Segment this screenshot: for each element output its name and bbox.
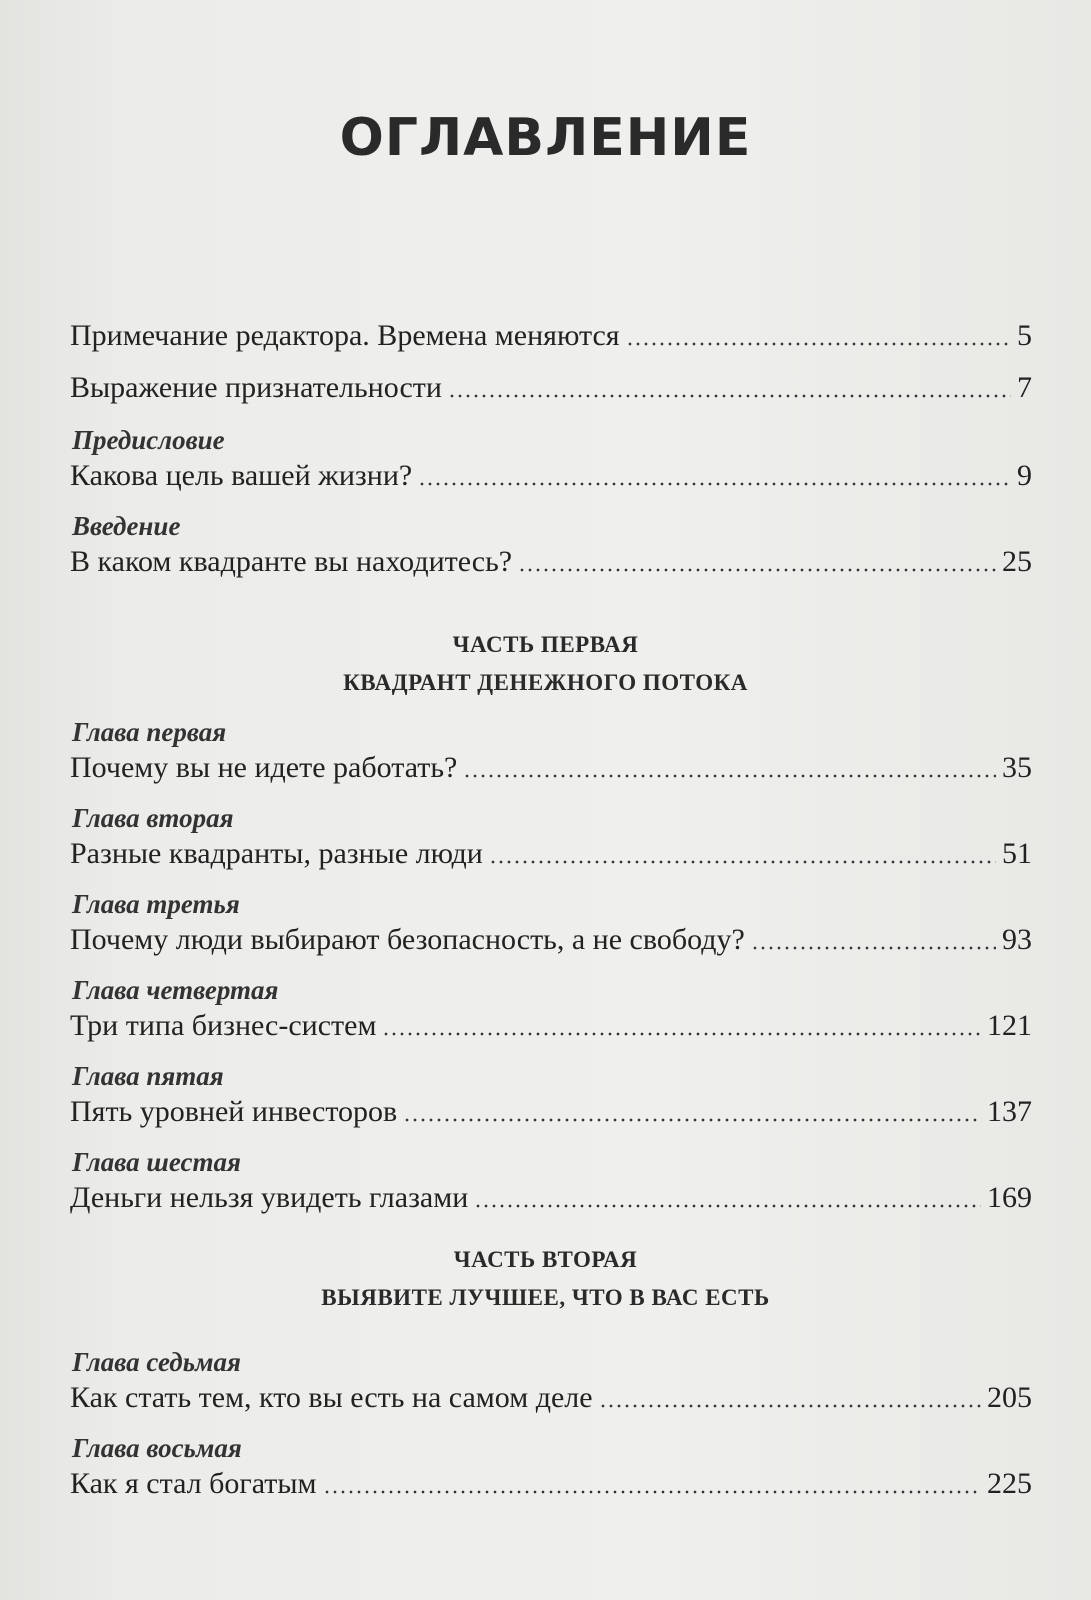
dot-leader [403, 1118, 981, 1122]
chapter-label: Глава пятая [72, 1061, 224, 1091]
dot-leader [599, 1404, 981, 1408]
toc-line [70, 1092, 1032, 1132]
chapter-label: Глава третья [72, 889, 240, 919]
toc-entry-chapter-4[interactable] [70, 974, 1032, 1046]
chapter-label: Глава седьмая [72, 1347, 241, 1377]
dot-leader [323, 1490, 981, 1494]
toc-entry-text: Деньги нельзя увидеть глазами [70, 1181, 469, 1214]
toc-page-number: 25 [1002, 545, 1032, 578]
toc-page-number: 7 [1017, 371, 1032, 404]
toc-entry-text: Почему вы не идете работать? [70, 751, 458, 784]
dot-leader [382, 1032, 981, 1036]
chapter-label: Глава вторая [72, 803, 234, 833]
toc-page-number: 137 [987, 1095, 1032, 1128]
dot-leader [463, 774, 996, 778]
toc-page-number: 35 [1002, 751, 1032, 784]
toc-entry-text: Выражение признательности [70, 371, 442, 404]
toc-entry-chapter-1[interactable] [70, 716, 1032, 788]
chapter-label: Предисловие [72, 425, 225, 455]
toc-page-number: 225 [987, 1467, 1032, 1500]
toc-entry-chapter-8[interactable] [70, 1432, 1032, 1504]
toc-entry-chapter-7[interactable] [70, 1346, 1032, 1418]
dot-leader [448, 394, 1011, 398]
dot-leader [489, 860, 996, 864]
toc-line [70, 1378, 1032, 1418]
toc-line [70, 834, 1032, 874]
toc-line [70, 1464, 1032, 1504]
dot-leader [418, 482, 1011, 486]
toc-entry-chapter-5[interactable] [70, 1060, 1032, 1132]
dot-leader [474, 1204, 981, 1208]
dot-leader [751, 946, 996, 950]
part-two-heading: ЧАСТЬ ВТОРАЯ [453, 1247, 638, 1272]
toc-page-number: 93 [1002, 923, 1032, 956]
chapter-label: Глава первая [72, 717, 227, 747]
part-one-subtitle: КВАДРАНТ ДЕНЕЖНОГО ПОТОКА [343, 670, 748, 695]
toc-entry-text: Три типа бизнес-систем [70, 1009, 377, 1042]
toc-entry-preface[interactable] [70, 424, 1032, 496]
toc-page-number: 51 [1002, 837, 1032, 870]
toc-entry-chapter-6[interactable] [70, 1146, 1032, 1218]
toc-entry-text: Пять уровней инвесторов [70, 1095, 398, 1128]
toc-entry-introduction[interactable] [70, 510, 1032, 582]
toc-entry-text: Почему люди выбирают безопасность, а не свободу? [70, 923, 745, 956]
toc-line [70, 1006, 1032, 1046]
toc-page-number: 5 [1017, 319, 1032, 352]
toc-entry-text: В каком квадранте вы находитесь? [70, 545, 513, 578]
toc-entry-text: Примечание редактора. Времена меняются [70, 319, 620, 352]
page-title: ОГЛАВЛЕНИЕ [339, 108, 752, 168]
toc-line [70, 920, 1032, 960]
toc-page-number: 205 [987, 1381, 1032, 1414]
toc-entry-text: Разные квадранты, разные люди [70, 837, 483, 870]
chapter-label: Глава четвертая [72, 975, 279, 1005]
toc-page-number: 121 [987, 1009, 1032, 1042]
toc-page-number: 9 [1017, 459, 1032, 492]
toc-line [70, 542, 1032, 582]
dot-leader [518, 568, 996, 572]
part-two-subtitle: ВЫЯВИТЕ ЛУЧШЕЕ, ЧТО В ВАС ЕСТЬ [321, 1285, 770, 1310]
toc-entry-text: Как стать тем, кто вы есть на самом деле [70, 1381, 593, 1414]
chapter-label: Глава восьмая [72, 1433, 242, 1463]
toc-line [70, 748, 1032, 788]
toc-line [70, 1178, 1032, 1218]
toc-entry-editor-note[interactable] [70, 316, 1032, 356]
toc-line [70, 456, 1032, 496]
toc-entry-text: Какова цель вашей жизни? [70, 459, 413, 492]
toc-entry-chapter-3[interactable] [70, 888, 1032, 960]
toc-entry-acknowledgements[interactable] [70, 368, 1032, 408]
toc-entry-chapter-2[interactable] [70, 802, 1032, 874]
toc-entry-text: Как я стал богатым [70, 1467, 317, 1500]
dot-leader [626, 342, 1011, 346]
chapter-label: Введение [72, 511, 181, 541]
toc-line [70, 316, 1032, 356]
part-one-heading: ЧАСТЬ ПЕРВАЯ [452, 632, 639, 657]
toc-page-number: 169 [987, 1181, 1032, 1214]
chapter-label: Глава шестая [72, 1147, 241, 1177]
toc-line [70, 368, 1032, 408]
